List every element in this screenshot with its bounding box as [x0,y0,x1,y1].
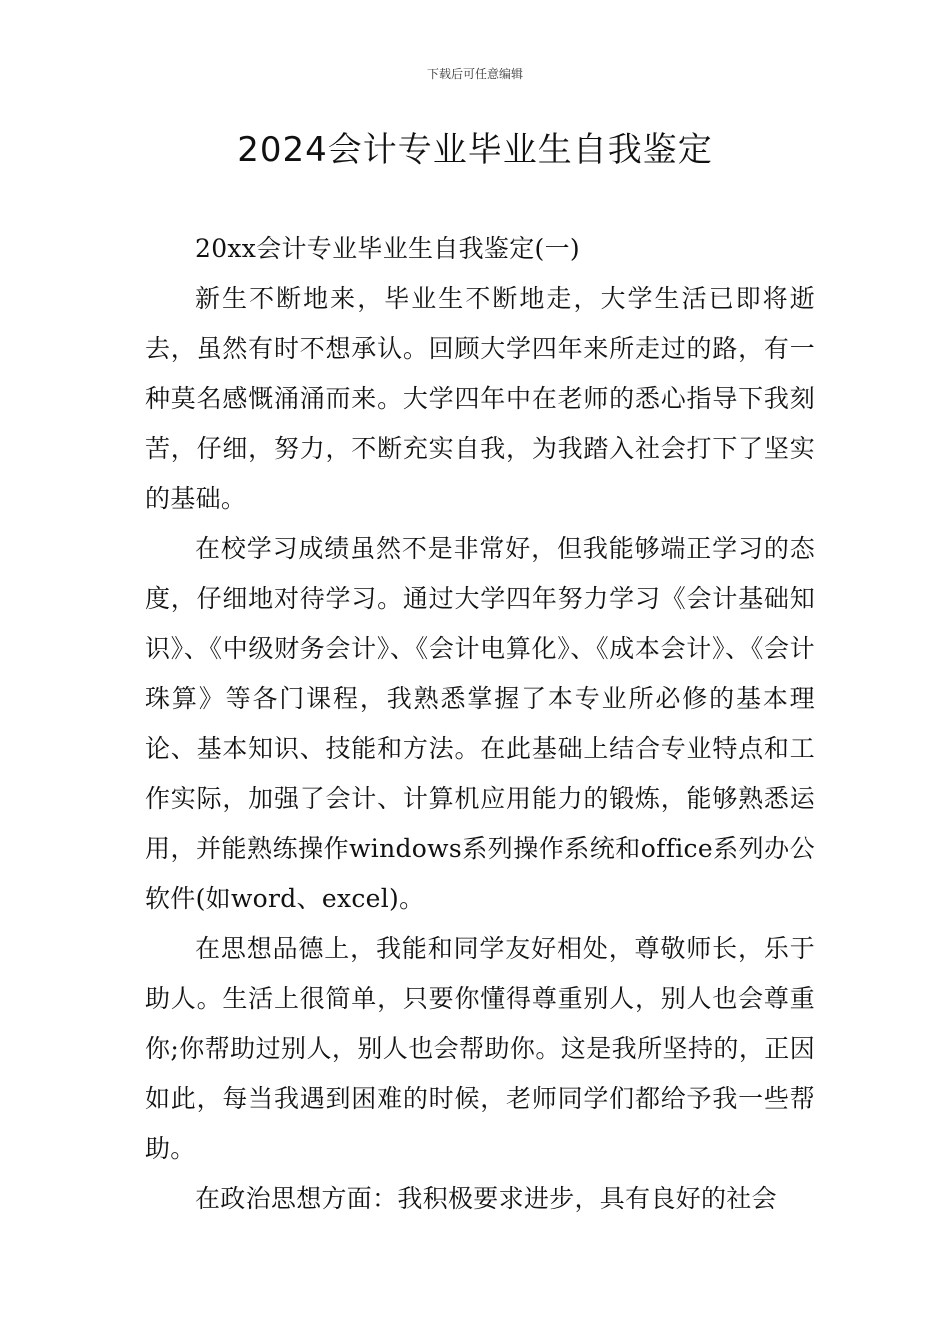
paragraph-2: 在校学习成绩虽然不是非常好，但我能够端正学习的态度，仔细地对待学习。通过大学四年努力学习《会计基础知识》、《中级财务会计》、《会计电算化》、《成本会计》、《会计珠算》等各门课程，我熟悉掌握了本专业所必修的基本理论、基本知识、技能和方法。在此基础上结合专业特点和工作实际，加强了会计、计算机应用能力的锻炼，能够熟悉运用，并能熟练操作windows系列操作系统和office系列办公软件(如word、excel)。 [145,534,815,913]
paragraph-1: 新生不断地来，毕业生不断地走，大学生活已即将逝去，虽然有时不想承认。回顾大学四年来所走过的路，有一种莫名感慨涌涌而来。大学四年中在老师的悉心指导下我刻苦，仔细，努力，不断充实自我，为我踏入社会打下了坚实的基础。 [145,284,815,513]
paragraph-3: 在思想品德上，我能和同学友好相处，尊敬师长，乐于助人。生活上很简单，只要你懂得尊重别人，别人也会尊重你;你帮助过别人，别人也会帮助你。这是我所坚持的，正因如此，每当我遇到困难的时候，老师同学们都给予我一些帮助。 [145,934,815,1163]
document-body [145,224,815,1224]
header-note: 下载后可任意编辑 [426,67,523,81]
paragraph-4: 在政治思想方面：我积极要求进步，具有良好的社会 [195,1184,777,1213]
section-heading: 20xx会计专业毕业生自我鉴定(一) [195,234,580,263]
document-title: 2024会计专业毕业生自我鉴定 [237,130,713,170]
